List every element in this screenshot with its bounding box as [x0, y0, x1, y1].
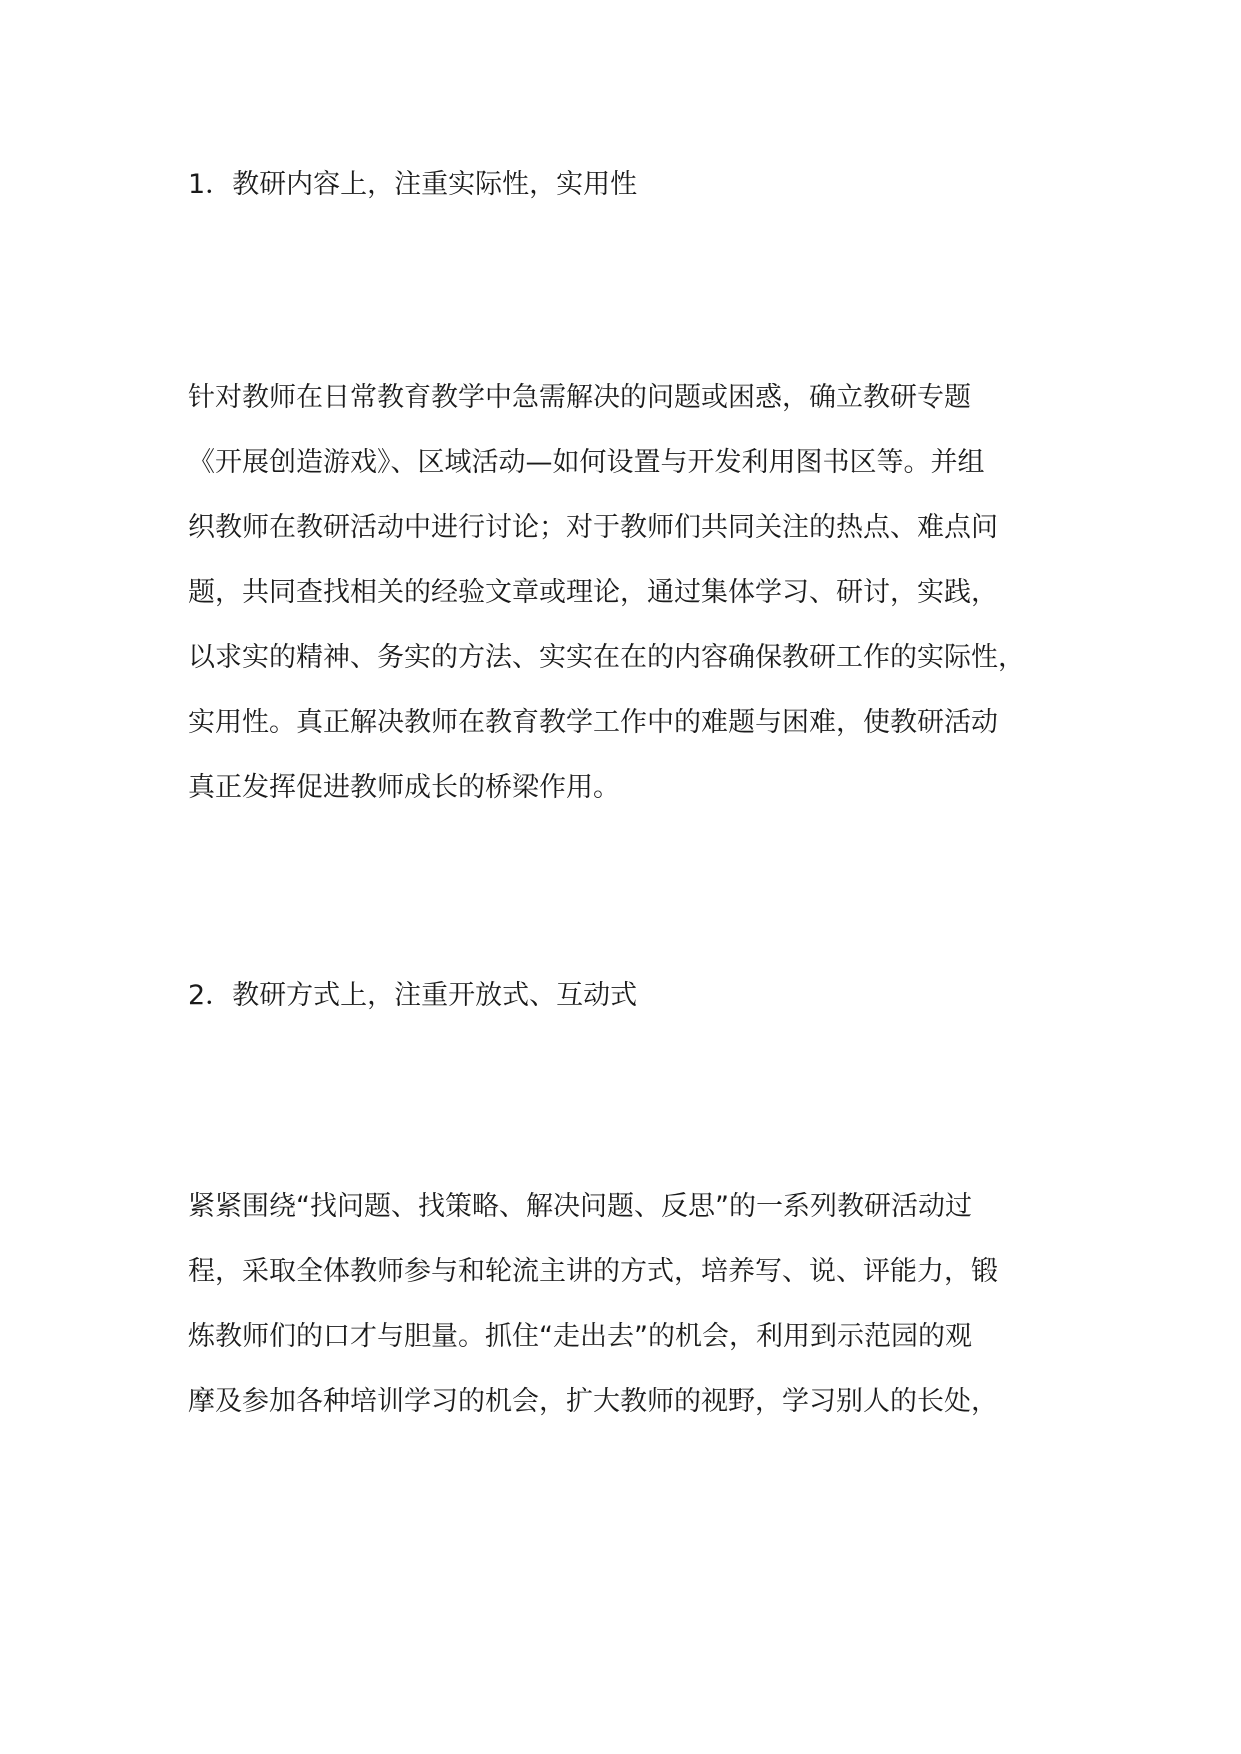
- paragraph-line: 摩及参加各种培训学习的机会，扩大教师的视野，学习别人的长处，: [188, 1386, 998, 1417]
- paragraph-line: 紧紧围绕“找问题、找策略、解决问题、反思”的一系列教研活动过: [188, 1191, 972, 1222]
- paragraph-line: 程，采取全体教师参与和轮流主讲的方式，培养写、说、评能力，锻: [188, 1256, 998, 1287]
- section-2-heading: 2．教研方式上，注重开放式、互动式: [188, 980, 638, 1011]
- paragraph-line: 实用性。真正解决教师在教育教学工作中的难题与困难，使教研活动: [188, 707, 998, 738]
- paragraph-line: 织教师在教研活动中进行讨论；对于教师们共同关注的热点、难点问: [188, 512, 998, 543]
- section-1-heading: 1．教研内容上，注重实际性，实用性: [188, 169, 638, 200]
- paragraph-line: 针对教师在日常教育教学中急需解决的问题或困惑，确立教研专题: [188, 382, 971, 413]
- paragraph-line: 题，共同查找相关的经验文章或理论，通过集体学习、研讨，实践，: [188, 577, 998, 608]
- paragraph-line: 以求实的精神、务实的方法、实实在在的内容确保教研工作的实际性，: [188, 642, 1025, 673]
- paragraph-line: 炼教师们的口才与胆量。抓住“走出去”的机会，利用到示范园的观: [188, 1321, 972, 1352]
- paragraph-line: 真正发挥促进教师成长的桥梁作用。: [188, 772, 620, 803]
- paragraph-line: 《开展创造游戏》、区域活动—如何设置与开发利用图书区等。并组: [188, 447, 985, 478]
- section-2-paragraph: [188, 1174, 1088, 1434]
- section-1-paragraph: [188, 365, 1088, 820]
